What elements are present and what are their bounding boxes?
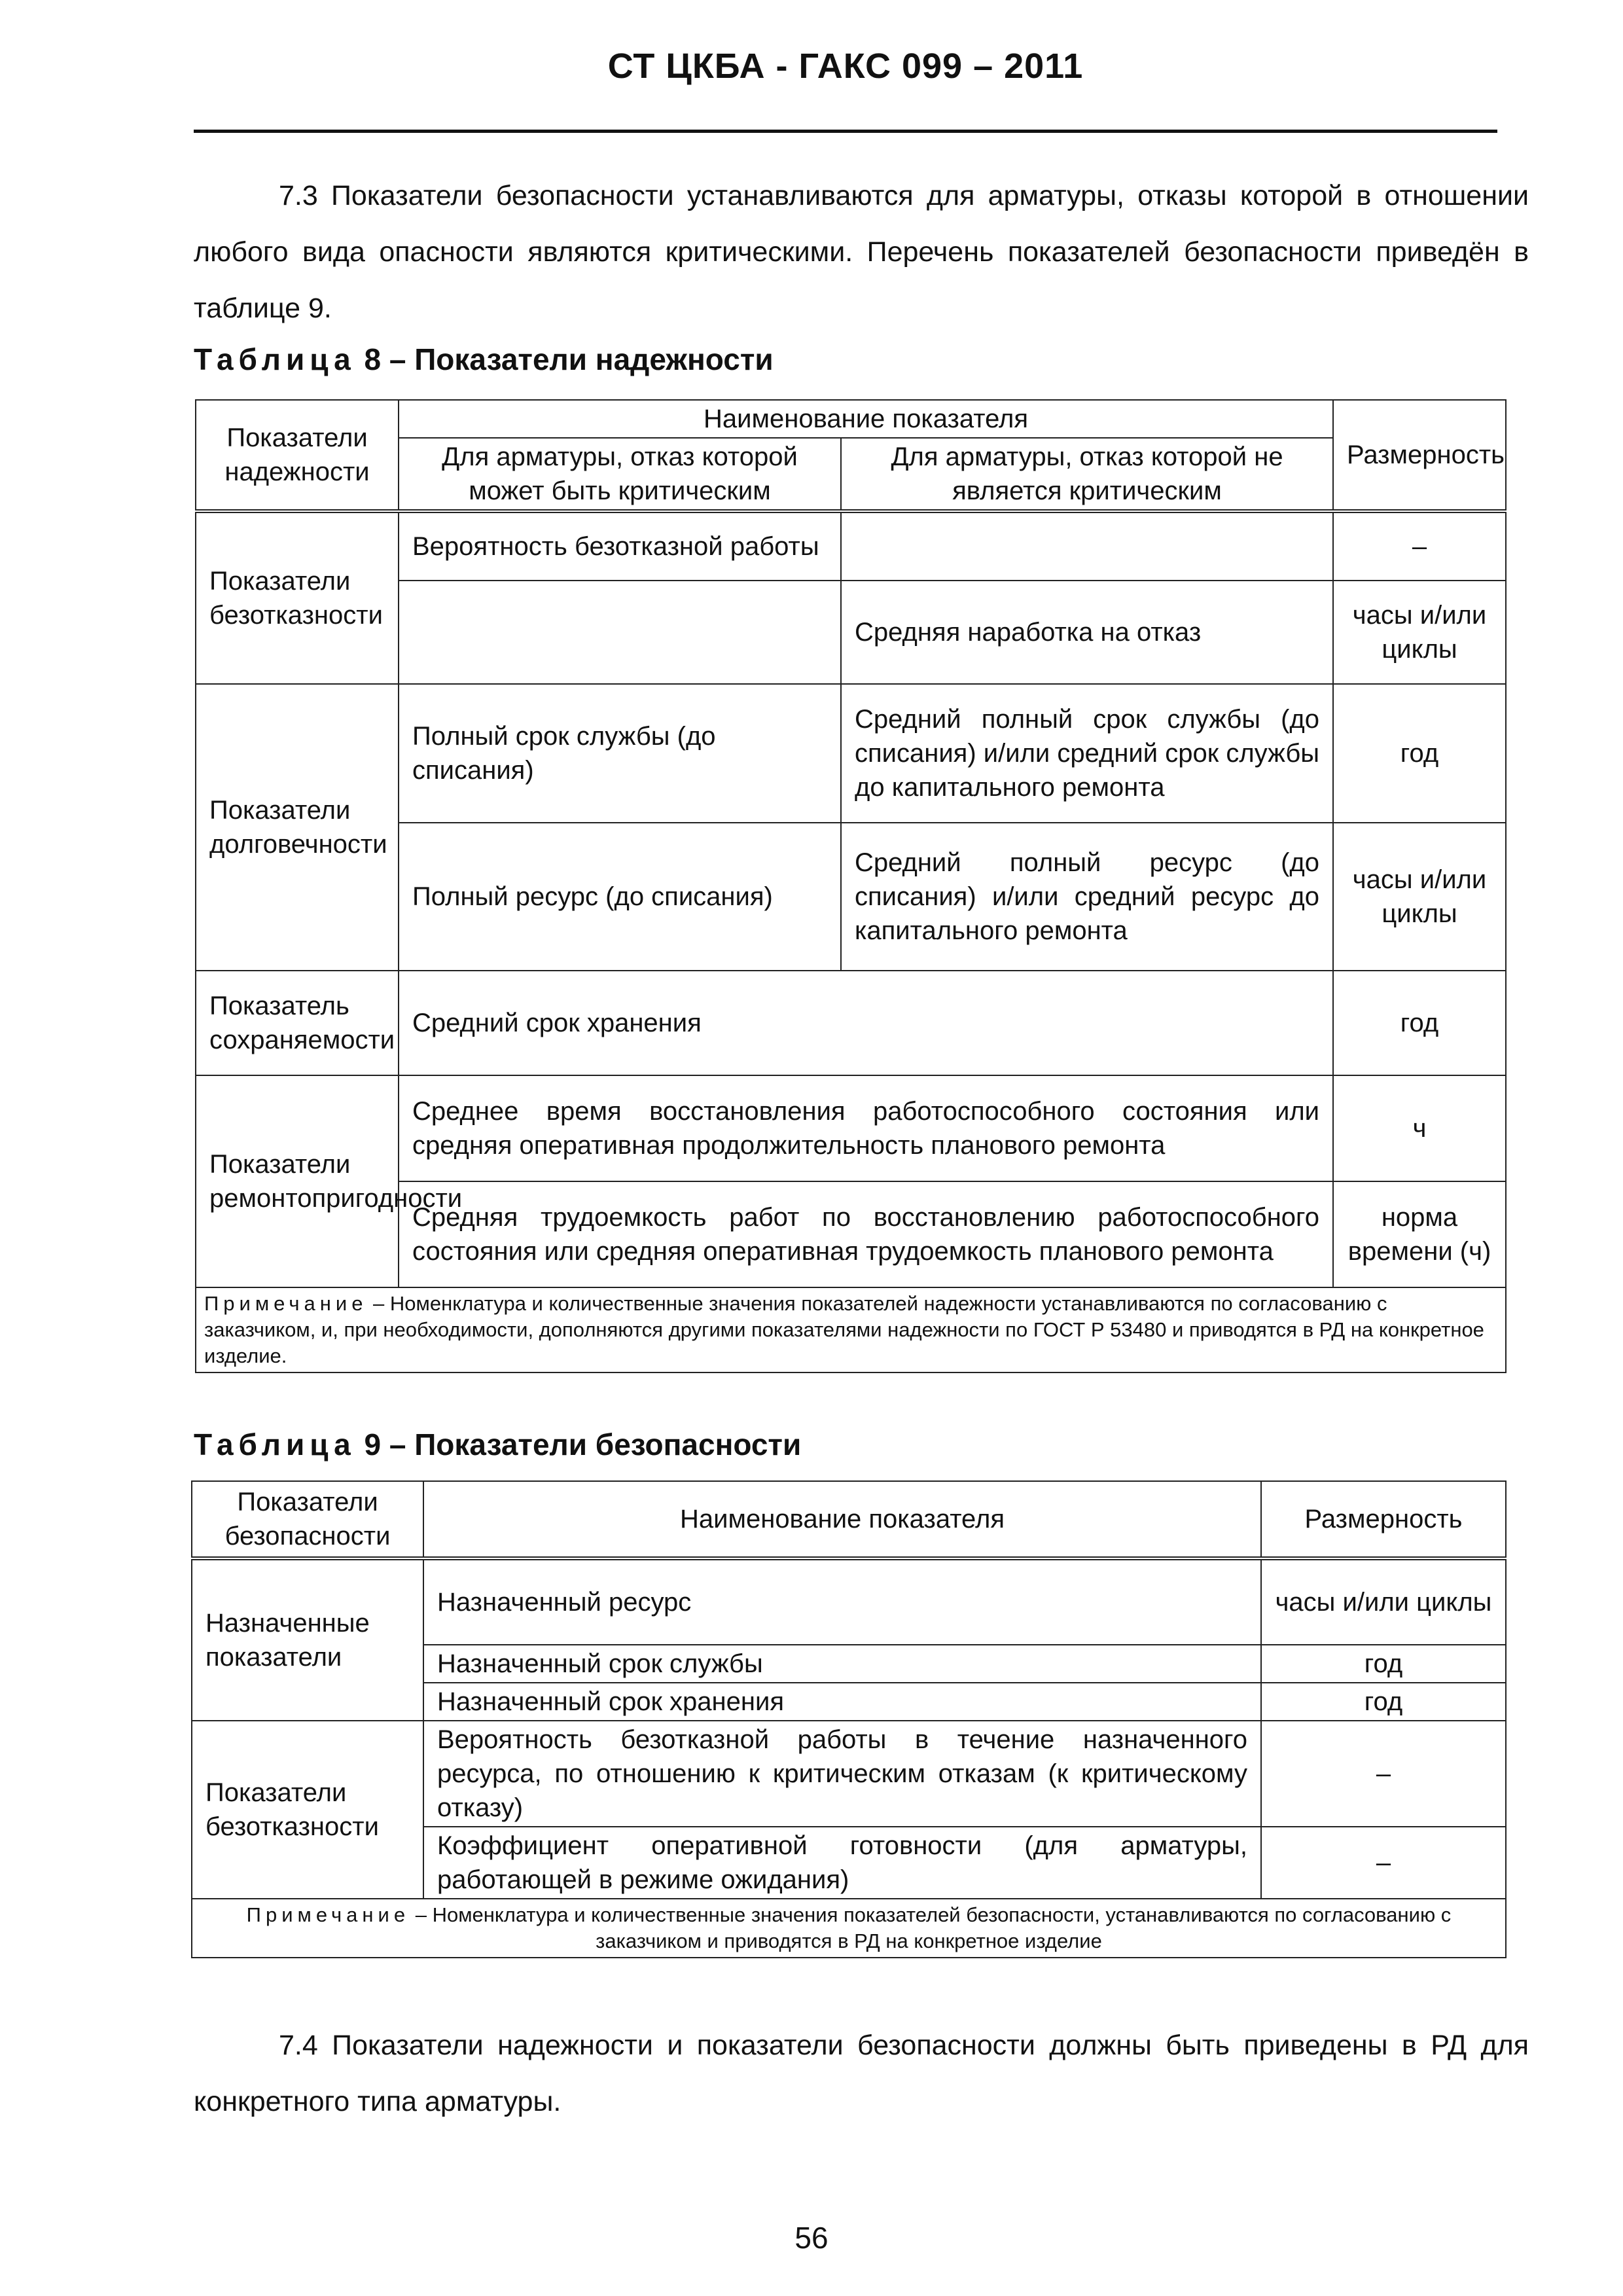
table-8-caption-text: 8 – Показатели надежности <box>364 342 774 376</box>
table-9-head-name: Наименование показателя <box>423 1481 1261 1558</box>
table-8-group-durability: Показатели долговечности <box>196 684 399 971</box>
table-9-cell: Назначенный срок службы <box>423 1645 1261 1683</box>
table-9-head-unit: Размерность <box>1261 1481 1506 1558</box>
table-9-caption-text: 9 – Показатели безопасности <box>364 1427 802 1462</box>
table-8-caption <box>194 342 774 377</box>
table-8-cell: Вероятность безотказной работы <box>399 511 841 581</box>
table-8-cell-unit: год <box>1333 971 1506 1075</box>
table-9-cell-unit: часы и/или циклы <box>1261 1558 1506 1645</box>
table-9-group-assigned: Назначенные показатели <box>192 1558 423 1721</box>
table-8-cell: Средний срок хранения <box>399 971 1333 1075</box>
table-8-note-word: Примечание <box>204 1292 368 1315</box>
table-8-cell: Средний полный ресурс (до списания) и/или средний ресурс до капитального ремонта <box>841 823 1333 971</box>
table-8-cell: Средняя трудоемкость работ по восстановлению работоспособного состояния или средняя оперативная трудоемкость планового ремонта <box>399 1181 1333 1287</box>
table-8-cell-unit: норма времени (ч) <box>1333 1181 1506 1287</box>
table-8-cell: Средний полный срок службы (до списания) и/или средний срок службы до капитального ремонта <box>841 684 1333 823</box>
table-8-cell: Среднее время восстановления работоспособного состояния или средняя оперативная продолжительность планового ремонта <box>399 1075 1333 1181</box>
table-8-group-repairability: Показатели ремонтопригодности <box>196 1075 399 1287</box>
table-8-head-critical: Для арматуры, отказ которой может быть критическим <box>399 438 841 511</box>
safety-table <box>191 1480 1507 1958</box>
paragraph-7-4 <box>194 2017 1529 2130</box>
table-9-cell: Вероятность безотказной работы в течение назначенного ресурса, по отношению к критическим отказам (к критическому отказу) <box>423 1721 1261 1827</box>
paragraph-7-3 <box>194 168 1529 336</box>
table-8-cell-unit: часы и/или циклы <box>1333 823 1506 971</box>
table-9-cell-unit: год <box>1261 1645 1506 1683</box>
table-8-head-group: Показатели надежности <box>196 400 399 511</box>
table-8-cell-unit: – <box>1333 511 1506 581</box>
table-9-cell-unit: – <box>1261 1721 1506 1827</box>
table-9-group-faultless: Показатели безотказности <box>192 1721 423 1899</box>
table-8-group-storability: Показатель сохраняемости <box>196 971 399 1075</box>
table-8-cell <box>399 581 841 684</box>
table-9-note-word: Примечание <box>246 1903 410 1926</box>
table-8-head-name: Наименование показателя <box>399 400 1333 438</box>
table-8-group-faultless: Показатели безотказности <box>196 511 399 684</box>
table-8-cell: Средняя наработка на отказ <box>841 581 1333 684</box>
header-rule <box>194 130 1497 133</box>
document-header: СТ ЦКБА - ГАКС 099 – 2011 <box>607 46 1084 86</box>
table-8-note <box>196 1287 1506 1372</box>
table-8-cell: Полный срок службы (до списания) <box>399 684 841 823</box>
table-8-cell-unit: ч <box>1333 1075 1506 1181</box>
table-9-cell: Назначенный срок хранения <box>423 1683 1261 1721</box>
table-9-cell-unit: – <box>1261 1827 1506 1899</box>
table-8-head-noncritical: Для арматуры, отказ которой не является критическим <box>841 438 1333 511</box>
table-8-cell-unit: часы и/или циклы <box>1333 581 1506 684</box>
table-9-cell-unit: год <box>1261 1683 1506 1721</box>
table-8-cell-unit: год <box>1333 684 1506 823</box>
table-9-caption-word: Таблица <box>194 1427 356 1462</box>
table-8-cell <box>841 511 1333 581</box>
reliability-table <box>195 399 1507 1373</box>
table-9-head-group: Показатели безопасности <box>192 1481 423 1558</box>
table-9-note <box>192 1899 1506 1958</box>
table-8-note-text: – Номенклатура и количественные значения показателей надежности устанавливаются по согласованию с заказчиком, и, при необходимости, дополняются другими показателями надежности по ГОСТ Р 53480 и приводятся в РД на конкретное изделие. <box>204 1292 1484 1367</box>
table-9-caption <box>194 1427 801 1462</box>
paragraph-7-3-text: 7.3 Показатели безопасности устанавливаются для арматуры, отказы которой в отношении любого вида опасности являются критическими. Перечень показателей безопасности приведён в таблице 9. <box>194 180 1529 324</box>
table-8-cell: Полный ресурс (до списания) <box>399 823 841 971</box>
table-9-cell: Назначенный ресурс <box>423 1558 1261 1645</box>
table-9-cell: Коэффициент оперативной готовности (для арматуры, работающей в режиме ожидания) <box>423 1827 1261 1899</box>
paragraph-7-4-text: 7.4 Показатели надежности и показатели безопасности должны быть приведены в РД для конкретного типа арматуры. <box>194 2030 1529 2117</box>
table-8-caption-word: Таблица <box>194 342 356 376</box>
page-number: 56 <box>794 2221 829 2255</box>
table-8-head-unit: Размерность <box>1333 400 1506 511</box>
table-9-note-text: – Номенклатура и количественные значения показателей безопасности, устанавливаются по согласованию с заказчиком и приводятся в РД на конкретное изделие <box>410 1903 1452 1952</box>
